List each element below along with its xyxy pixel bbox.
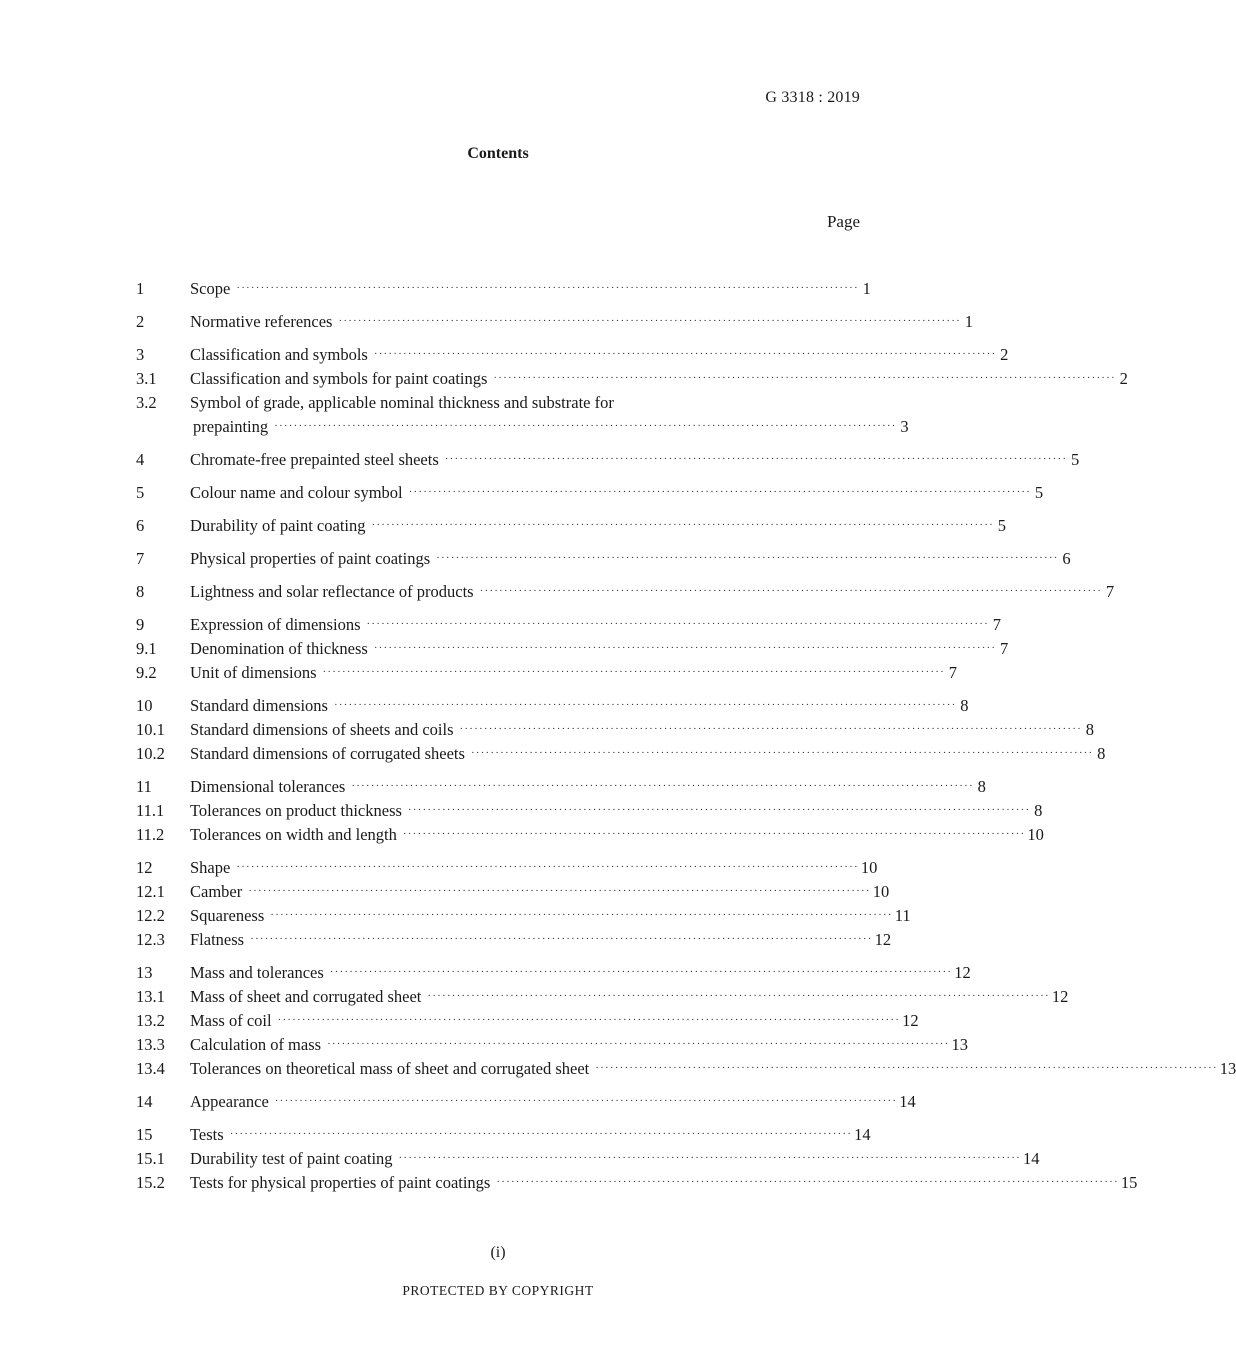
toc-group <box>136 694 1106 766</box>
section-number: 13.4 <box>136 1059 165 1078</box>
section-title: Physical properties of paint coatings <box>190 549 431 568</box>
dot-leader: ································································································································ <box>470 747 1094 759</box>
section-title: Shape <box>190 858 231 877</box>
toc-entry[interactable] <box>136 880 890 904</box>
section-title: Unit of dimensions <box>190 663 317 682</box>
dot-leader: ································································································································ <box>407 804 1031 816</box>
toc-group <box>136 775 1044 847</box>
dot-leader: ································································································································ <box>373 642 997 654</box>
dot-leader: ································································································································ <box>373 348 997 360</box>
dot-leader: ································································································································ <box>277 1014 901 1026</box>
section-title: Scope <box>190 279 231 298</box>
page-number: 8 <box>1085 720 1094 739</box>
section-number: 13 <box>136 963 153 982</box>
toc-entry[interactable] <box>136 1009 919 1033</box>
toc-entry[interactable] <box>136 694 969 718</box>
section-number: 12 <box>136 858 153 877</box>
section-number: 9 <box>136 615 145 634</box>
section-title: Chromate-free prepainted steel sheets <box>190 450 439 469</box>
toc-entry[interactable] <box>136 448 1080 472</box>
dot-leader: ································································································································ <box>351 780 974 792</box>
toc-entry[interactable] <box>136 742 1106 766</box>
toc-group <box>136 343 1128 439</box>
section-number: 2 <box>136 312 145 331</box>
section-title: Dimensional tolerances <box>190 777 346 796</box>
toc-entry[interactable] <box>136 514 1006 538</box>
toc-entry[interactable] <box>136 1147 1040 1171</box>
toc-entry[interactable] <box>136 343 1009 367</box>
dot-leader: ································································································································ <box>322 666 945 678</box>
section-number: 11 <box>136 777 152 796</box>
dot-leader: ································································································································ <box>333 699 957 711</box>
section-number: 1 <box>136 279 145 298</box>
page-number: 1 <box>862 279 871 298</box>
section-title: Squareness <box>190 906 265 925</box>
section-title: Denomination of thickness <box>190 639 368 658</box>
section-number: 9.2 <box>136 663 157 682</box>
page-number: 12 <box>954 963 971 982</box>
page-number: 3 <box>900 417 909 436</box>
dot-leader: ································································································································ <box>371 519 994 531</box>
section-title: Tests <box>190 1125 224 1144</box>
dot-leader: ································································································································ <box>444 453 1068 465</box>
page-number: 14 <box>1023 1149 1040 1168</box>
dot-leader: ································································································································ <box>436 552 1059 564</box>
page-number: 13 <box>951 1035 969 1054</box>
dot-leader: ································································································································ <box>250 933 873 945</box>
page-number: 8 <box>977 777 986 796</box>
toc-entry[interactable] <box>136 1057 1236 1081</box>
toc-group <box>136 856 911 952</box>
toc-entry[interactable] <box>136 637 1009 661</box>
toc-entry[interactable] <box>136 367 1128 391</box>
section-title: Mass of coil <box>190 1011 272 1030</box>
section-number: 5 <box>136 483 145 502</box>
section-title: Classification and symbols <box>190 345 368 364</box>
toc-entry[interactable] <box>136 547 1071 571</box>
toc-entry[interactable] <box>136 856 878 880</box>
section-number: 6 <box>136 516 145 535</box>
toc-entry[interactable] <box>136 775 986 799</box>
toc-entry[interactable] <box>136 928 892 952</box>
section-number: 4 <box>136 450 145 469</box>
toc-entry[interactable] <box>136 277 871 301</box>
section-number: 9.1 <box>136 639 157 658</box>
section-title: Mass and tolerances <box>190 963 324 982</box>
section-title: Tolerances on theoretical mass of sheet and corrugated sheet <box>190 1059 590 1078</box>
page-number: 7 <box>948 663 957 682</box>
section-number: 8 <box>136 582 145 601</box>
page-number: 7 <box>1105 582 1115 601</box>
toc-entry[interactable] <box>136 718 1094 742</box>
section-title: Standard dimensions <box>190 696 328 715</box>
page-number: 10 <box>860 858 878 877</box>
section-title: Standard dimensions of sheets and coils <box>190 720 454 739</box>
toc-group <box>136 448 1080 472</box>
section-title: Normative references <box>190 312 333 331</box>
toc-group <box>136 1123 1138 1195</box>
toc-entry[interactable] <box>136 1171 1138 1195</box>
dot-leader: ································································································································ <box>427 990 1050 1002</box>
toc-group <box>136 277 871 301</box>
section-number: 12.3 <box>136 930 165 949</box>
toc-group <box>136 961 1236 1081</box>
toc-entry[interactable] <box>136 580 1115 604</box>
section-number: 7 <box>136 549 145 568</box>
toc-entry[interactable] <box>136 1033 969 1057</box>
toc-entry[interactable] <box>136 1090 916 1114</box>
section-title: Expression of dimensions <box>190 615 361 634</box>
section-number: 15.1 <box>136 1149 165 1168</box>
page-number: 5 <box>997 516 1006 535</box>
section-title: Lightness and solar reflectance of products <box>190 582 474 601</box>
page-number: 8 <box>960 696 969 715</box>
section-number: 10.1 <box>136 720 165 739</box>
section-title: Camber <box>190 882 243 901</box>
toc-entry[interactable] <box>136 613 1001 637</box>
toc-entry[interactable] <box>136 1123 871 1147</box>
dot-leader: ································································································································ <box>459 723 1082 735</box>
toc-entry[interactable] <box>136 799 1043 823</box>
page-number: 6 <box>1062 549 1071 568</box>
section-title: Tolerances on width and length <box>190 825 397 844</box>
section-number: 14 <box>136 1092 153 1111</box>
toc-group <box>136 481 1044 505</box>
dot-leader: ································································································································ <box>408 486 1032 498</box>
toc-entry[interactable] <box>136 481 1044 505</box>
dot-leader: ································································································································ <box>398 1152 1022 1164</box>
dot-leader: ································································································································ <box>366 618 989 630</box>
toc-group <box>136 613 1009 685</box>
page-number: 7 <box>1000 639 1009 658</box>
page-number: 8 <box>1034 801 1043 820</box>
section-number: 3.1 <box>136 369 157 388</box>
dot-leader: ································································································································ <box>236 282 859 294</box>
section-title: Appearance <box>190 1092 269 1111</box>
section-title: Calculation of mass <box>190 1035 322 1054</box>
page-number: 10 <box>872 882 890 901</box>
section-number: 10 <box>136 696 153 715</box>
section-title: Classification and symbols for paint coatings <box>190 369 488 388</box>
toc-entry[interactable] <box>136 310 973 334</box>
dot-leader: ································································································································ <box>274 420 897 432</box>
section-number: 13.3 <box>136 1035 165 1054</box>
section-title: Tolerances on product thickness <box>190 801 402 820</box>
section-number: 11.1 <box>136 801 165 820</box>
page-number: 2 <box>1000 345 1009 364</box>
section-number: 3 <box>136 345 145 364</box>
section-title: Durability test of paint coating <box>190 1149 393 1168</box>
toc-entry[interactable] <box>136 904 911 928</box>
standard-number: G 3318 : 2019 <box>765 89 860 106</box>
section-title: Symbol of grade, applicable nominal thickness and substrate for <box>190 393 614 412</box>
dot-leader: ································································································································ <box>229 1128 853 1140</box>
toc-entry[interactable] <box>136 985 1069 1009</box>
toc-group <box>136 1090 916 1114</box>
table-of-contents <box>136 277 1236 1204</box>
dot-leader: ································································································································ <box>595 1062 1218 1074</box>
toc-entry[interactable] <box>136 415 909 439</box>
dot-leader: ································································································································ <box>493 372 1116 384</box>
page-number: 11 <box>894 906 911 925</box>
page-number: 13 <box>1219 1059 1236 1078</box>
section-number: 10.2 <box>136 744 165 763</box>
page-number: 12 <box>1051 987 1069 1006</box>
section-number: 11.2 <box>136 825 165 844</box>
section-title: Durability of paint coating <box>190 516 366 535</box>
section-number: 3.2 <box>136 393 157 412</box>
dot-leader: ································································································································ <box>274 1095 898 1107</box>
toc-entry[interactable] <box>136 661 957 685</box>
page-number: 12 <box>902 1011 919 1030</box>
dot-leader: ································································································································ <box>496 1176 1119 1188</box>
section-number: 15.2 <box>136 1173 165 1192</box>
page-number: 5 <box>1034 483 1044 502</box>
dot-leader: ································································································································ <box>338 315 961 327</box>
toc-entry[interactable] <box>136 391 842 415</box>
dot-leader: ································································································································ <box>402 828 1026 840</box>
section-title: prepainting <box>193 417 269 436</box>
section-title: Mass of sheet and corrugated sheet <box>190 987 422 1006</box>
dot-leader: ································································································································ <box>236 861 859 873</box>
page-number: 8 <box>1097 744 1106 763</box>
page-number: 15 <box>1120 1173 1138 1192</box>
section-title: Flatness <box>190 930 245 949</box>
section-title: Tests for physical properties of paint coatings <box>190 1173 491 1192</box>
section-number: 13.1 <box>136 987 165 1006</box>
section-title: Colour name and colour symbol <box>190 483 403 502</box>
dot-leader: ································································································································ <box>270 909 893 921</box>
page-number: 5 <box>1071 450 1080 469</box>
page-number: 12 <box>874 930 892 949</box>
section-number: 12.2 <box>136 906 165 925</box>
page-number: 14 <box>854 1125 871 1144</box>
page-number: 7 <box>992 615 1001 634</box>
section-title: Standard dimensions of corrugated sheets <box>190 744 465 763</box>
section-number: 12.1 <box>136 882 165 901</box>
section-number: 15 <box>136 1125 153 1144</box>
toc-group <box>136 514 1006 538</box>
page-column-header: Page <box>826 212 860 231</box>
page-title: Contents <box>467 145 529 162</box>
toc-group <box>136 310 973 334</box>
page-number: 10 <box>1027 825 1044 844</box>
toc-group <box>136 547 1071 571</box>
toc-entry[interactable] <box>136 823 1044 847</box>
page-number: 1 <box>964 312 973 331</box>
copyright-notice: PROTECTED BY COPYRIGHT <box>402 1283 594 1298</box>
dot-leader: ································································································································ <box>479 585 1103 597</box>
section-number: 13.2 <box>136 1011 165 1030</box>
dot-leader: ································································································································ <box>327 1038 950 1050</box>
toc-entry[interactable] <box>136 961 971 985</box>
toc-group <box>136 580 1115 604</box>
dot-leader: ································································································································ <box>329 966 953 978</box>
dot-leader: ································································································································ <box>248 885 871 897</box>
page-number: 2 <box>1119 369 1128 388</box>
footer-page-number: (i) <box>490 1244 506 1261</box>
page-number: 14 <box>899 1092 916 1111</box>
